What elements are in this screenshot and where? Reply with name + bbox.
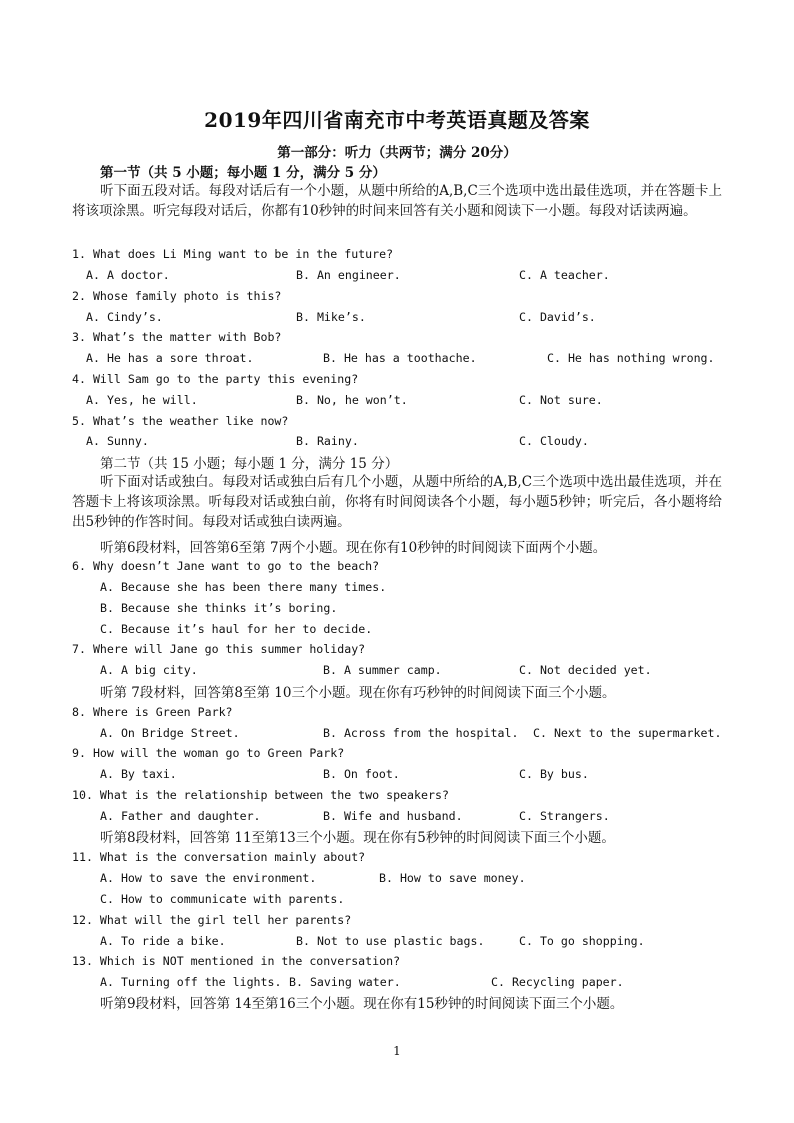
question-8-stem: 8. Where is Green Park? [72, 705, 233, 719]
material-6-note: 听第6段材料，回答第6至第 7两个小题。现在你有10秒钟的时间阅读下面两个小题。 [100, 540, 607, 556]
question-8-option-b: B. Across from the hospital. [323, 726, 519, 740]
question-11-option-b: B. How to save money. [379, 871, 526, 885]
question-7-option-c: C. Not decided yet. [519, 663, 652, 677]
question-6-stem: 6. Why doesn’t Jane want to go to the beach? [72, 559, 380, 573]
question-7-option-b: B. A summer camp. [323, 663, 442, 677]
section2-heading: 第二节（共 15 小题；每小题 1 分，满分 15 分） [100, 456, 399, 472]
question-3-stem: 3. What’s the matter with Bob? [72, 330, 282, 344]
question-4-option-b: B. No, he won’t. [296, 393, 408, 407]
question-2-option-b: B. Mike’s. [296, 310, 366, 324]
material-9-note: 听第9段材料，回答第 14至第16三个小题。现在你有15秒钟的时间阅读下面三个小题。 [100, 996, 624, 1012]
material-7-note: 听第 7段材料，回答第8至第 10三个小题。现在你有巧秒钟的时间阅读下面三个小题。 [100, 685, 616, 701]
question-13-option-a: A. Turning off the lights. [100, 975, 282, 989]
section1-heading: 第一节（共 5 小题；每小题 1 分，满分 5 分） [100, 165, 386, 181]
question-4-option-c: C. Not sure. [519, 393, 603, 407]
question-8-option-c: C. Next to the supermarket. [533, 726, 722, 740]
question-5-option-b: B. Rainy. [296, 434, 359, 448]
section1-instructions: 听下面五段对话。每段对话后有一个小题，从题中所给的A,B,C三个选项中选出最佳选项，并在答题卡上将该项涂黑。听完每段对话后，你都有10秒钟的时间来回答有关小题和阅读下一小题。每段对话读两遍。 [72, 183, 722, 219]
page-number: 1 [393, 1044, 401, 1058]
question-9-option-c: C. By bus. [519, 767, 589, 781]
question-9-stem: 9. How will the woman go to Green Park? [72, 746, 345, 760]
question-13-stem: 13. Which is NOT mentioned in the conversation? [72, 954, 401, 968]
question-1-option-b: B. An engineer. [296, 268, 401, 282]
page-title: 2019年四川省南充市中考英语真题及答案 [204, 108, 590, 132]
question-9-option-b: B. On foot. [323, 767, 400, 781]
question-10-stem: 10. What is the relationship between the two speakers? [72, 788, 449, 802]
question-11-stem: 11. What is the conversation mainly about? [72, 850, 366, 864]
question-12-option-a: A. To ride a bike. [100, 934, 226, 948]
question-5-option-c: C. Cloudy. [519, 434, 589, 448]
question-10-option-c: C. Strangers. [519, 809, 610, 823]
question-3-option-a: A. He has a sore throat. [86, 351, 254, 365]
question-12-option-c: C. To go shopping. [519, 934, 645, 948]
question-5-stem: 5. What’s the weather like now? [72, 414, 289, 428]
question-3-option-c: C. He has nothing wrong. [547, 351, 715, 365]
question-13-option-b: B. Saving water. [289, 975, 401, 989]
question-12-stem: 12. What will the girl tell her parents? [72, 913, 352, 927]
question-1-stem: 1. What does Li Ming want to be in the future? [72, 247, 394, 261]
question-2-option-c: C. David’s. [519, 310, 596, 324]
question-8-option-a: A. On Bridge Street. [100, 726, 240, 740]
question-4-stem: 4. Will Sam go to the party this evening? [72, 372, 359, 386]
question-1-option-a: A. A doctor. [86, 268, 170, 282]
question-3-option-b: B. He has a toothache. [323, 351, 477, 365]
question-2-option-a: A. Cindy’s. [86, 310, 163, 324]
question-6-option-b: B. Because she thinks it’s boring. [100, 601, 338, 615]
question-13-option-c: C. Recycling paper. [491, 975, 624, 989]
question-12-option-b: B. Not to use plastic bags. [296, 934, 485, 948]
question-1-option-c: C. A teacher. [519, 268, 610, 282]
question-5-option-a: A. Sunny. [86, 434, 149, 448]
question-11-option-c: C. How to communicate with parents. [100, 892, 345, 906]
section2-instructions: 听下面对话或独白。每段对话或独白后有几个小题，从题中所给的A,B,C三个选项中选出最佳选项，并在答题卡上将该项涂黑。听每段对话或独白前，你将有时间阅读各个小题，每小题5秒钟；听完后，各小题将给出5秒钟的作答时间。每段对话或独白读两遍。 [72, 474, 722, 530]
part1-title: 第一部分：听力（共两节；满分 20分） [277, 145, 517, 161]
material-8-note: 听第8段材料，回答第 11至第13三个小题。现在你有5秒钟的时间阅读下面三个小题。 [100, 830, 615, 846]
question-4-option-a: A. Yes, he will. [86, 393, 198, 407]
question-9-option-a: A. By taxi. [100, 767, 177, 781]
question-6-option-c: C. Because it’s haul for her to decide. [100, 622, 373, 636]
question-11-option-a: A. How to save the environment. [100, 871, 317, 885]
question-10-option-a: A. Father and daughter. [100, 809, 261, 823]
question-6-option-a: A. Because she has been there many times. [100, 580, 387, 594]
question-10-option-b: B. Wife and husband. [323, 809, 463, 823]
question-2-stem: 2. Whose family photo is this? [72, 289, 282, 303]
question-7-stem: 7. Where will Jane go this summer holiday? [72, 642, 366, 656]
question-7-option-a: A. A big city. [100, 663, 198, 677]
